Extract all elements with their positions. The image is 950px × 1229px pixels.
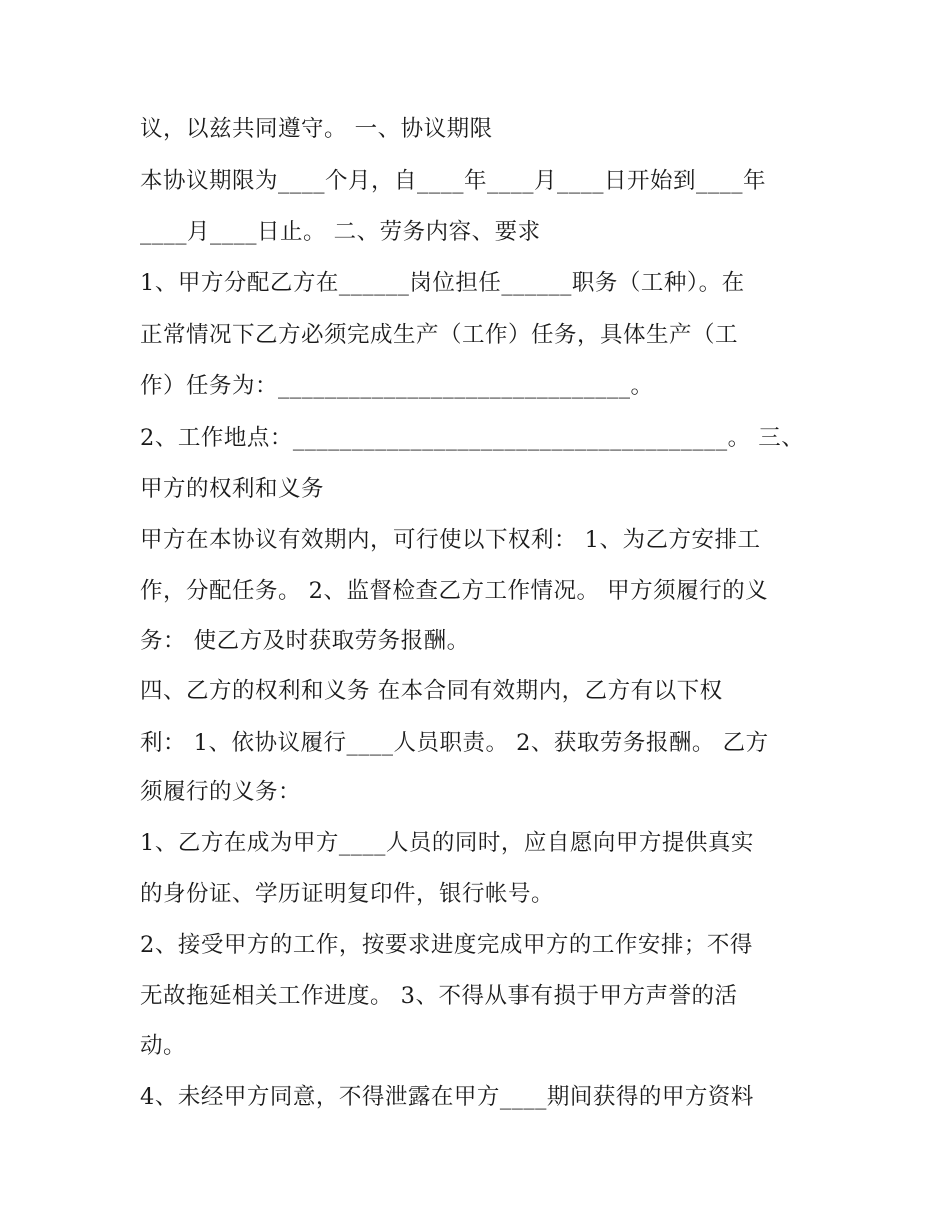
text-line-9: 甲方在本协议有效期内，可行使以下权利： 1、为乙方安排工 — [140, 527, 761, 553]
text-line-8: 甲方的权利和义务 — [140, 476, 325, 502]
text-line-7: 2、工作地点：_____________________________________。 三、 — [140, 425, 805, 451]
text-line-4: 1、甲方分配乙方在______岗位担任______职务（工种）。在 — [140, 270, 745, 296]
text-line-11: 务： 使乙方及时获取劳务报酬。 — [140, 628, 470, 654]
text-line-1: 议，以兹共同遵守。 一、协议期限 — [140, 116, 493, 142]
text-line-15: 1、乙方在成为甲方____人员的同时，应自愿向甲方提供真实 — [140, 830, 754, 856]
text-line-14: 须履行的义务： — [140, 779, 302, 805]
text-line-12: 四、乙方的权利和义务 在本合同有效期内，乙方有以下权 — [140, 678, 723, 704]
text-line-13: 利： 1、依协议履行____人员职责。 2、获取劳务报酬。 乙方 — [140, 730, 769, 756]
text-line-2: 本协议期限为____个月，自____年____月____日开始到____年 — [140, 168, 767, 194]
text-line-10: 作，分配任务。 2、监督检查乙方工作情况。 甲方须履行的义 — [140, 578, 769, 604]
text-line-19: 动。 — [140, 1033, 187, 1059]
text-line-17: 2、接受甲方的工作，按要求进度完成甲方的工作安排；不得 — [140, 932, 753, 958]
text-line-20: 4、未经甲方同意，不得泄露在甲方____期间获得的甲方资料 — [140, 1084, 754, 1110]
text-line-5: 正常情况下乙方必须完成生产（工作）任务，具体生产（工 — [140, 322, 739, 348]
text-line-3: ____月____日止。 二、劳务内容、要求 — [140, 219, 541, 245]
text-line-18: 无故拖延相关工作进度。 3、不得从事有损于甲方声誉的活 — [140, 983, 738, 1009]
text-line-6: 作）任务为：______________________________。 — [140, 373, 654, 399]
text-line-16: 的身份证、学历证明复印件，银行帐号。 — [140, 881, 555, 907]
